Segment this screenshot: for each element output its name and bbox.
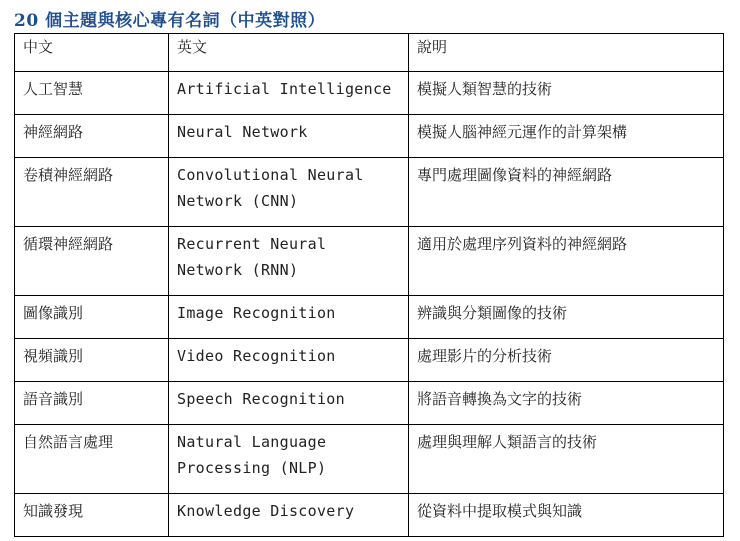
cell-english: Neural Network — [169, 115, 409, 158]
table-row — [15, 494, 724, 537]
cell-chinese: 視頻識別 — [15, 339, 169, 382]
cell-chinese: 循環神經網路 — [15, 227, 169, 296]
cell-description: 模擬人腦神經元運作的計算架構 — [409, 115, 724, 158]
table-row — [15, 227, 724, 296]
cell-chinese: 知識發現 — [15, 494, 169, 537]
table-row — [15, 339, 724, 382]
cell-english: Natural Language Processing (NLP) — [169, 425, 409, 494]
cell-english: Recurrent Neural Network (RNN) — [169, 227, 409, 296]
cell-chinese: 卷積神經網路 — [15, 158, 169, 227]
header-chinese: 中文 — [15, 34, 169, 72]
header-english: 英文 — [169, 34, 409, 72]
cell-english: Video Recognition — [169, 339, 409, 382]
table-header-row — [15, 34, 724, 72]
table-row — [15, 296, 724, 339]
table-row — [15, 425, 724, 494]
cell-english: Artificial Intelligence — [169, 72, 409, 115]
table-row — [15, 72, 724, 115]
document-title: 20 個主題與核心專有名詞（中英對照） — [14, 11, 326, 31]
cell-description: 模擬人類智慧的技術 — [409, 72, 724, 115]
cell-chinese: 圖像識別 — [15, 296, 169, 339]
cell-description: 辨識與分類圖像的技術 — [409, 296, 724, 339]
cell-english: Convolutional Neural Network (CNN) — [169, 158, 409, 227]
cell-chinese: 人工智慧 — [15, 72, 169, 115]
cell-english: Speech Recognition — [169, 382, 409, 425]
cell-description: 處理影片的分析技術 — [409, 339, 724, 382]
table-row — [15, 115, 724, 158]
cell-description: 將語音轉換為文字的技術 — [409, 382, 724, 425]
table-row — [15, 158, 724, 227]
cell-english: Knowledge Discovery — [169, 494, 409, 537]
glossary-table — [14, 33, 724, 537]
cell-chinese: 語音識別 — [15, 382, 169, 425]
cell-description: 適用於處理序列資料的神經網路 — [409, 227, 724, 296]
cell-chinese: 神經網路 — [15, 115, 169, 158]
cell-description: 從資料中提取模式與知識 — [409, 494, 724, 537]
cell-description: 處理與理解人類語言的技術 — [409, 425, 724, 494]
table-row — [15, 382, 724, 425]
cell-chinese: 自然語言處理 — [15, 425, 169, 494]
cell-english: Image Recognition — [169, 296, 409, 339]
header-description: 說明 — [409, 34, 724, 72]
cell-description: 專門處理圖像資料的神經網路 — [409, 158, 724, 227]
